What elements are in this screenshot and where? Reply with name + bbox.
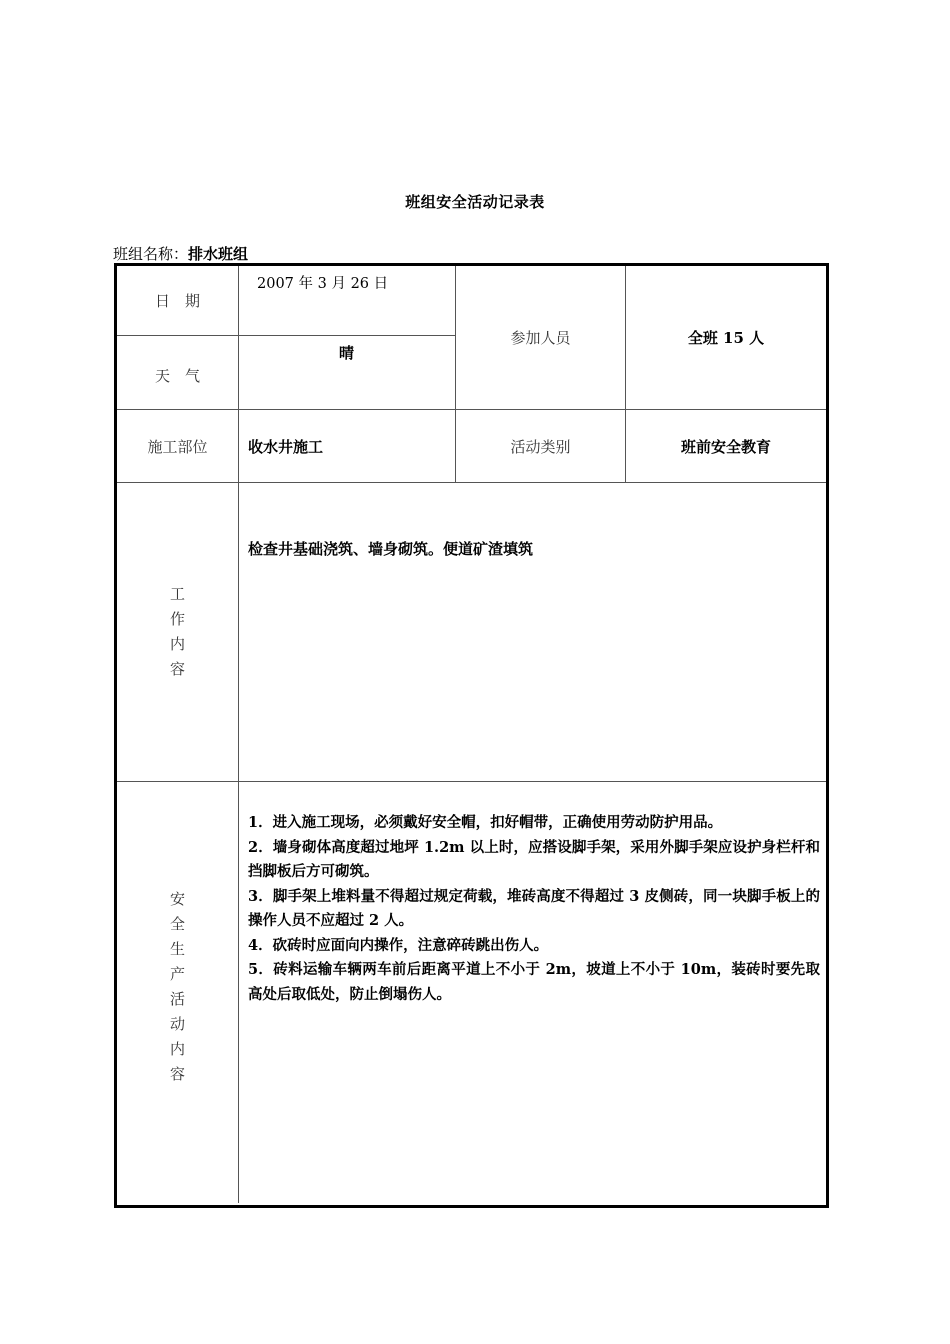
safety-label-char: 容 — [169, 1064, 185, 1083]
safety-label-char: 产 — [169, 964, 185, 983]
team-name-value: 排水班组 — [188, 245, 249, 263]
list-item: 5．砖料运输车辆两车前后距离平道上不小于 2m，坡道上不小于 10m，装砖时要先取高处后取低处，防止倒塌伤人。 — [248, 961, 820, 1003]
participants-value: 全班 15 人 — [687, 329, 765, 347]
work-content-label-char: 容 — [169, 660, 185, 678]
list-item: 4．砍砖时应面向内操作，注意碎砖跳出伤人。 — [248, 936, 549, 954]
safety-label-char: 内 — [169, 1039, 185, 1058]
activity-type-label: 活动类别 — [510, 437, 571, 456]
date-label: 日 期 — [154, 292, 200, 310]
weather-value: 晴 — [338, 344, 354, 362]
activity-record-table — [114, 263, 829, 1208]
participants-label: 参加人员 — [510, 329, 571, 347]
safety-label-char: 全 — [169, 914, 185, 933]
weather-label: 天 气 — [154, 366, 200, 385]
work-content-label — [117, 483, 238, 781]
work-content-label-char: 作 — [169, 610, 185, 628]
grid-line — [238, 266, 239, 1203]
team-name-label: 班组名称： — [113, 245, 189, 263]
location-label: 施工部位 — [147, 437, 208, 456]
list-item: 1．进入施工现场，必须戴好安全帽，扣好帽带，正确使用劳动防护用品。 — [248, 814, 723, 831]
page-title: 班组安全活动记录表 — [405, 193, 545, 211]
activity-type-value: 班前安全教育 — [680, 437, 771, 456]
safety-content-value — [248, 811, 820, 1007]
safety-label-char: 安 — [169, 889, 185, 908]
team-name-line — [113, 243, 248, 264]
safety-rules-list — [248, 811, 820, 1007]
safety-label-char: 动 — [169, 1014, 185, 1033]
work-content-value: 检查井基础浇筑、墙身砌筑。便道矿渣填筑 — [248, 540, 534, 558]
location-value: 收水井施工 — [248, 437, 324, 456]
list-item: 3．脚手架上堆料量不得超过规定荷载，堆砖高度不得超过 3 皮侧砖，同一块脚手板上的操作人员不应超过 2 人。 — [248, 887, 820, 929]
safety-label-char: 活 — [169, 989, 185, 1008]
list-item: 2．墙身砌体高度超过地坪 1.2m 以上时，应搭设脚手架，采用外脚手架应设护身栏杆和挡脚板后方可砌筑。 — [248, 838, 820, 880]
grid-line — [117, 335, 455, 336]
work-content-label-char: 内 — [169, 635, 185, 653]
work-content-label-char: 工 — [169, 585, 185, 603]
safety-content-label — [117, 782, 238, 1203]
date-value: 2007 年 3 月 26 日 — [257, 276, 389, 292]
safety-label-char: 生 — [169, 939, 185, 958]
